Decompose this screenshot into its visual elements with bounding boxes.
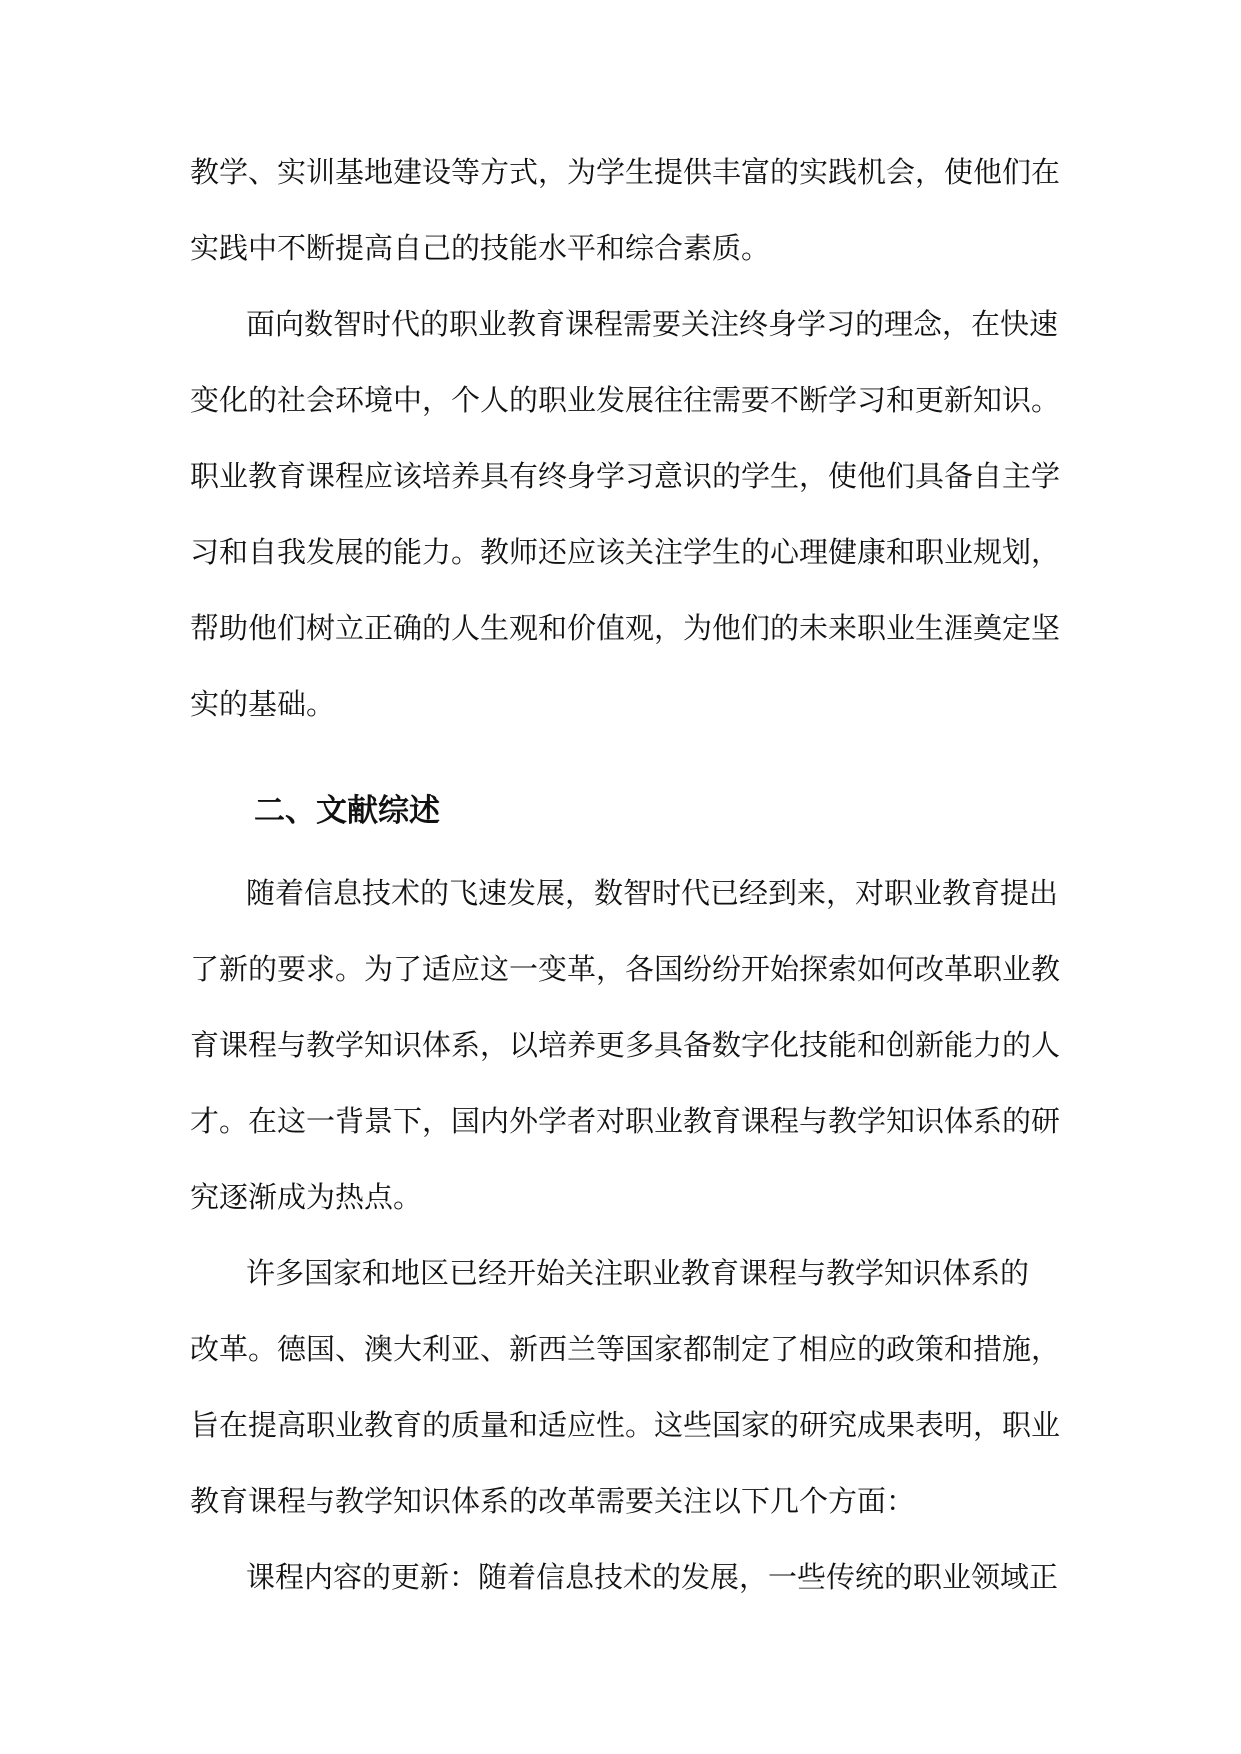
text-line: 实践中不断提高自己的技能水平和综合素质。 — [190, 231, 771, 265]
text-line: 究逐渐成为热点。 — [190, 1180, 423, 1214]
text-line: 面向数智时代的职业教育课程需要关注终身学习的理念，在快速 — [246, 307, 1059, 341]
text-line: 了新的要求。为了适应这一变革，各国纷纷开始探索如何改革职业教 — [190, 952, 1061, 986]
text-line: 随着信息技术的飞速发展，数智时代已经到来，对职业教育提出 — [246, 876, 1059, 910]
text-line: 职业教育课程应该培养具有终身学习意识的学生，使他们具备自主学 — [190, 459, 1061, 493]
text-line: 课程内容的更新：随着信息技术的发展，一些传统的职业领域正 — [246, 1560, 1059, 1594]
text-line: 改革。德国、澳大利亚、新西兰等国家都制定了相应的政策和措施， — [190, 1332, 1061, 1366]
text-line: 帮助他们树立正确的人生观和价值观，为他们的未来职业生涯奠定坚 — [190, 611, 1061, 645]
section-heading: 二、文献综述 — [254, 793, 440, 829]
text-line: 才。在这一背景下，国内外学者对职业教育课程与教学知识体系的研 — [190, 1104, 1061, 1138]
text-line: 教学、实训基地建设等方式，为学生提供丰富的实践机会，使他们在 — [190, 155, 1061, 189]
text-line: 教育课程与教学知识体系的改革需要关注以下几个方面： — [190, 1484, 916, 1518]
text-line: 许多国家和地区已经开始关注职业教育课程与教学知识体系的 — [246, 1256, 1030, 1290]
text-line: 变化的社会环境中，个人的职业发展往往需要不断学习和更新知识。 — [190, 383, 1061, 417]
text-line: 实的基础。 — [190, 687, 336, 721]
text-line: 旨在提高职业教育的质量和适应性。这些国家的研究成果表明，职业 — [190, 1408, 1061, 1442]
text-line: 育课程与教学知识体系，以培养更多具备数字化技能和创新能力的人 — [190, 1028, 1061, 1062]
text-line: 习和自我发展的能力。教师还应该关注学生的心理健康和职业规划， — [190, 535, 1061, 569]
